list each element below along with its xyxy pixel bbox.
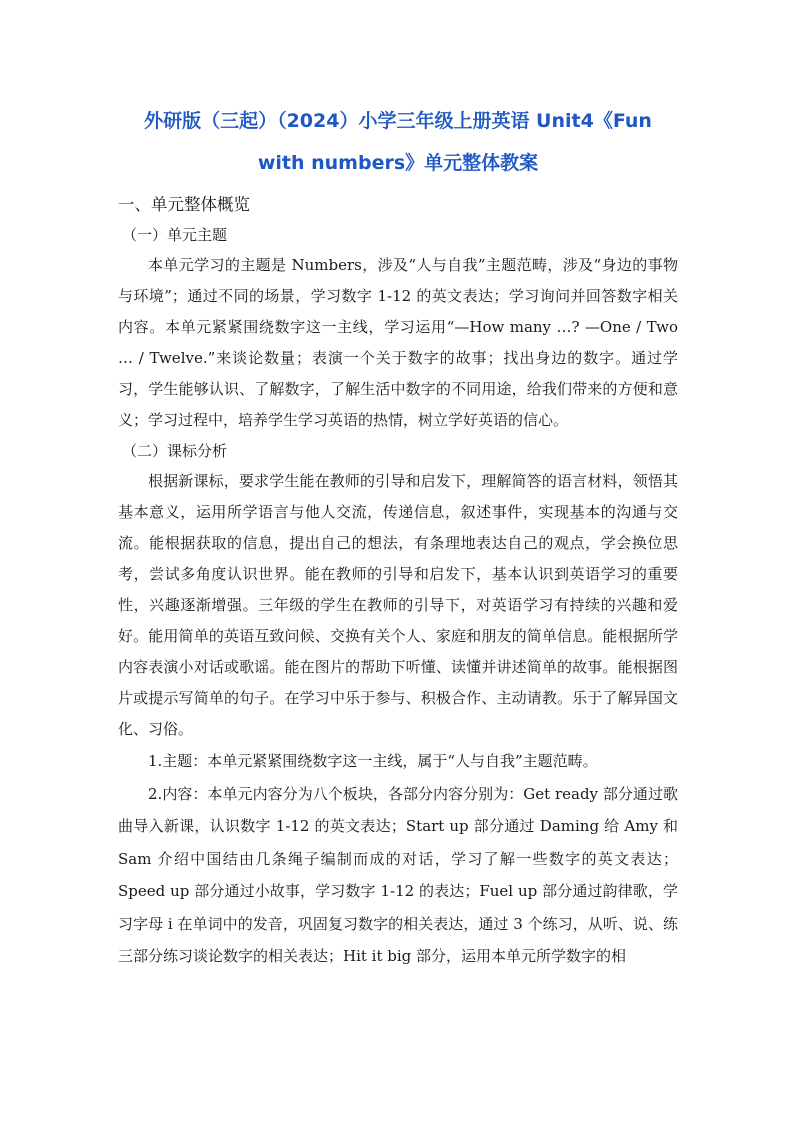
paragraph-point-content: 2.内容：本单元内容分为八个板块，各部分内容分别为：Get ready 部分通过歌曲导入新课，认识数字 1-12 的英文表达；Start up 部分通过 Daming 给 Amy 和 Sam 介绍中国结由几条绳子编制而成的对话，学习了解一些数字的英文表达；Speed up 部分通过小故事，学习数字 1-12 的表达；Fuel up 部分通过韵律歌，学习字母 i 在单词中的发音，巩固复习数字的相关表达，通过 3 个练习，从听、说、练三部分练习谈论数字的相关表达；Hit it big 部分，运用本单元所学数字的相 [118,784,678,965]
paragraph-point-theme: 1.主题：本单元紧紧围绕数字这一主线，属于“人与自我”主题范畴。 [148,752,598,770]
paragraph-theme: 本单元学习的主题是 Numbers，涉及“人与自我”主题范畴，涉及“身边的事物与环境”；通过不同的场景，学习数字 1-12 的英文表达；学习询问并回答数字相关内容。本单元紧紧围绕数字这一主线，学习运用“—How many …? —One / Two … / Twelve.”来谈论数量；表演一个关于数字的故事；找出身边的数字。通过学习，学生能够认识、了解数字，了解生活中数字的不同用途，给我们带来的方便和意义；学习过程中，培养学生学习英语的热情，树立学好英语的信心。 [118,256,678,429]
subsection-heading-curriculum: （二）课标分析 [122,442,228,460]
subsection-heading-theme: （一）单元主题 [122,226,228,244]
document-page [118,100,678,973]
title-line-2: with numbers》单元整体教案 [257,152,539,174]
section-heading-overview: 一、单元整体概览 [118,195,250,214]
title-line-1: 外研版（三起）（2024）小学三年级上册英语 Unit4《Fun [144,110,652,132]
paragraph-curriculum: 根据新课标，要求学生能在教师的引导和启发下，理解简答的语言材料，领悟其基本意义，运用所学语言与他人交流，传递信息，叙述事件，实现基本的沟通与交流。能根据获取的信息，提出自己的想法，有条理地表达自己的观点，学会换位思考，尝试多角度认识世界。能在教师的引导和启发下，基本认识到英语学习的重要性，兴趣逐渐增强。三年级的学生在教师的引导下，对英语学习有持续的兴趣和爱好。能用简单的英语互致问候、交换有关个人、家庭和朋友的简单信息。能根据所学内容表演小对话或歌谣。能在图片的帮助下听懂、读懂并讲述简单的故事。能根据图片或提示写简单的句子。在学习中乐于参与、积极合作、主动请教。乐于了解异国文化、习俗。 [118,472,678,738]
document-title [118,100,678,184]
